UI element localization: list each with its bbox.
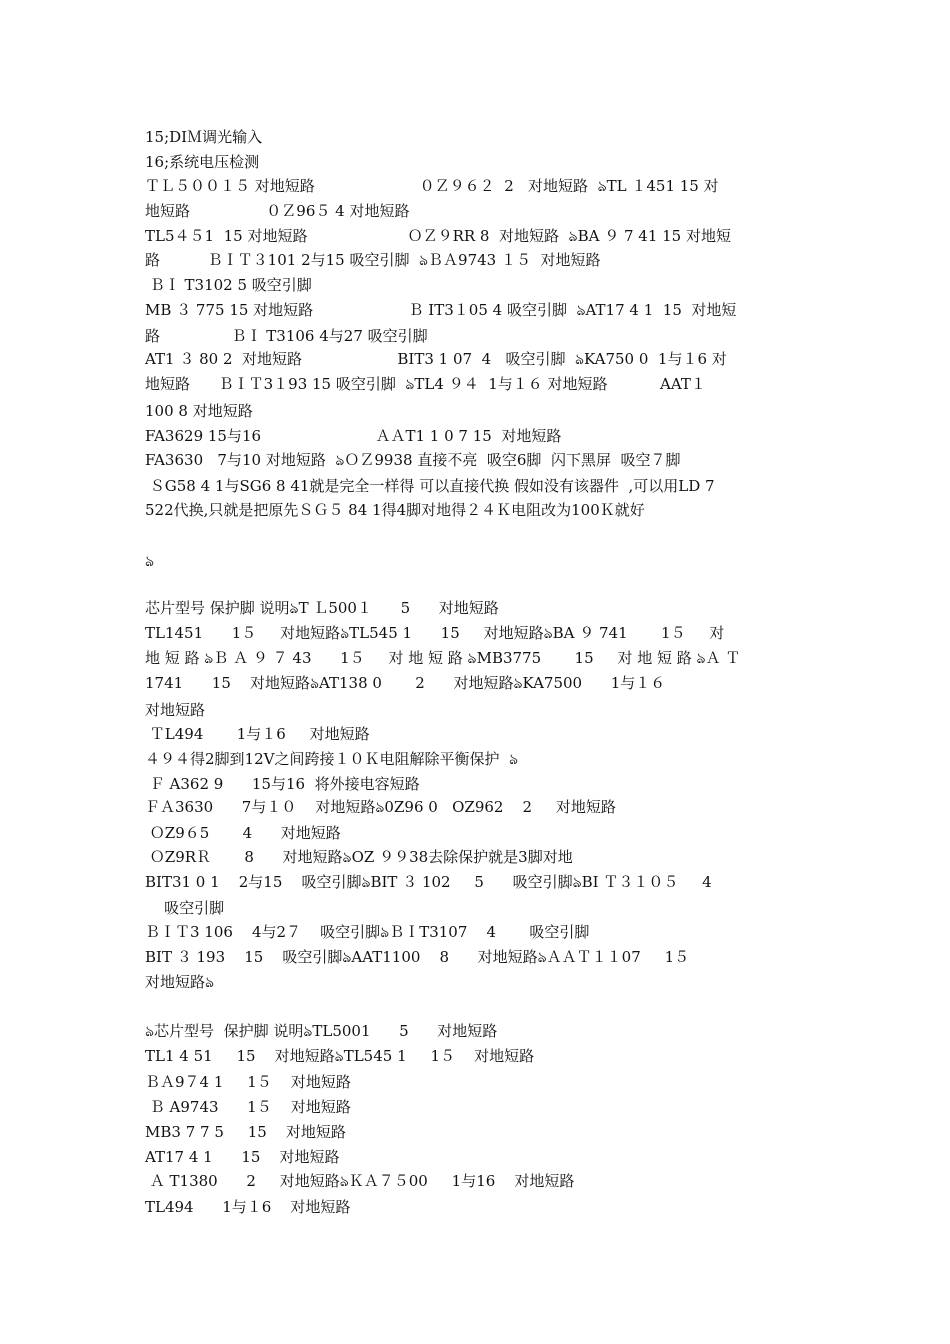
text-line: 芯片型号 保护脚 说明ঌT Ｌ500１ 5 对地短路 — [145, 599, 499, 617]
text-line: 对地短路ঌ — [145, 973, 215, 991]
text-line: 16;系统电压检测 — [145, 153, 260, 171]
text-line: Ａ T1380 2 对地短路ঌＫＡ７５00 1与16 对地短路 — [145, 1172, 575, 1190]
text-line: 100 8 对地短路 — [145, 402, 253, 420]
text-line: ঌ芯片型号 保护脚 说明ঌTL5001 5 对地短路 — [145, 1022, 498, 1040]
text-line: TL494 1与１6 对地短路 — [145, 1198, 351, 1216]
text-line: 522代换,只就是把原先ＳＧ５ 84 1得4脚对地得２４Ｋ电阻改为100Ｋ就好 — [145, 501, 645, 519]
text-line: TL1 4 51 15 对地短路ঌTL545 1 1５ 对地短路 — [145, 1047, 535, 1065]
text-line: ＴL494 1与１6 对地短路 — [145, 725, 370, 743]
text-line: TL1451 1５ 对地短路ঌTL545 1 15 对地短路ঌBA ９ 741 1５ 对 — [145, 624, 725, 642]
text-line: ＴＬ５００１５ 对地短路 ０Ｚ９６２ 2 对地短路 ঌTL １451 15 对 — [145, 177, 719, 195]
text-line: FA3629 15与16 ＡＡT1 1 0 7 15 对地短路 — [145, 427, 562, 445]
text-line: ＢＡ9７4 1 1５ 对地短路 — [145, 1073, 351, 1091]
text-line: 15;DIＭ调光输入 — [145, 128, 263, 146]
text-line: 地短路 ＢＩＴ3１93 15 吸空引脚 ঌTL4 ９４ 1与１６ 对地短路 AAT１ — [145, 375, 706, 393]
text-line: 1741 15 对地短路ঌAT138 0 2 对地短路ঌKA7500 1与１６ — [145, 674, 666, 692]
text-line: 地 短 路 ঌＢ Ａ ９ ７ 43 1５ 对 地 短 路 ঌMB3775 15 对 地 短 路 ঌＡ Ｔ — [145, 649, 741, 667]
text-line: BIT31 0 1 2与15 吸空引脚ঌBIT ３ 102 5 吸空引脚ঌBI Ｔ３１０５ 4 — [145, 873, 712, 891]
text-line: ＳG58 4 1与SG6 8 41就是完全一样得 可以直接代换 假如没有该器件 ,可以用LD 7 — [145, 477, 715, 495]
text-line: TL5４５1 15 对地短路 ＯＺ９RR 8 对地短路 ঌBA ９ 7 41 15 对地短 — [145, 227, 731, 245]
text-line: ４９４得2脚到12V之间跨接１０Ｋ电阻解除平衡保护 ঌ — [145, 750, 519, 768]
text-line: ＯZ9６5 4 对地短路 — [145, 824, 341, 842]
text-line: 路 ＢＩ T3106 4与27 吸空引脚 — [145, 327, 428, 345]
text-line: ঌ — [145, 552, 155, 570]
text-line: 吸空引脚 — [145, 899, 225, 917]
text-line: ＢＩ T3102 5 吸空引脚 — [145, 276, 312, 294]
text-line: AT1 ３ 80 2 对地短路 BIT3 1 07 4 吸空引脚 ঌKA750 0 1与１6 对 — [145, 350, 727, 368]
text-line: 路 ＢＩＴ３101 2与15 吸空引脚 ঌＢＡ9743 １５ 对地短路 — [145, 251, 601, 269]
text-line: Ｆ A362 9 15与16 将外接电容短路 — [145, 775, 420, 793]
text-line: 地短路 ０Ｚ96５ 4 对地短路 — [145, 202, 410, 220]
text-line: AT17 4 1 15 对地短路 — [145, 1148, 340, 1166]
text-line: Ｂ A9743 1５ 对地短路 — [145, 1098, 351, 1116]
text-line: ＢＩＴ3 106 4与2７ 吸空引脚ঌＢＩT3107 4 吸空引脚 — [145, 923, 590, 941]
text-line: MB ３ 775 15 对地短路 Ｂ IT3１05 4 吸空引脚 ঌAT17 4 1 15 对地短 — [145, 301, 737, 319]
text-line: ＦＡ3630 7与１０ 对地短路ঌ0Z96 0 OZ962 2 对地短路 — [145, 798, 616, 816]
text-line: ＯZ9RＲ 8 对地短路ঌOZ ９９38去除保护就是3脚对地 — [145, 848, 573, 866]
text-line: FA3630 7与10 对地短路 ঌＯＺ9938 直接不亮 吸空6脚 闪下黑屏 吸空７脚 — [145, 451, 681, 469]
text-line: BIT ３ 193 15 吸空引脚ঌAAT1100 8 对地短路ঌＡＡＴ１１07 1５ — [145, 948, 690, 966]
text-line: MB3 7 7 5 15 对地短路 — [145, 1123, 346, 1141]
text-line: 对地短路 — [145, 701, 206, 719]
